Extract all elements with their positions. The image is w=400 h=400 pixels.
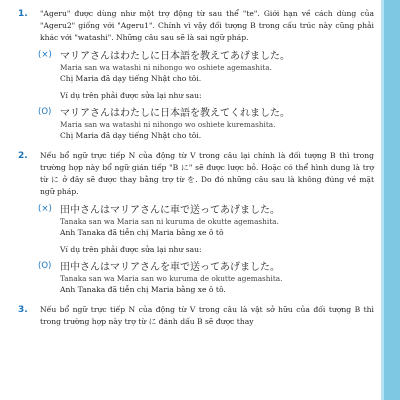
- rule-item-1: [14, 8, 374, 44]
- example-japanese: マリアさんはわたしに日本語を教えてくれました。: [60, 108, 290, 119]
- example-japanese: 田中さんはマリアさんに車で送ってあげました。: [60, 205, 280, 216]
- item-number: 3.: [18, 305, 28, 315]
- incorrect-mark: (×): [38, 50, 52, 60]
- example-japanese: 田中さんはマリアさんを車で送ってあげました。: [60, 262, 280, 273]
- example-translation: Chị Maria đã dạy tiếng Nhật cho tôi.: [60, 74, 202, 83]
- page-side-band: [384, 0, 400, 400]
- document-page: [14, 8, 374, 328]
- rule-item-2: [14, 150, 374, 198]
- example-romaji: Tanaka san wa Maria san wo kuruma de okutte agemashita.: [60, 274, 283, 283]
- example-translation: Anh Tanaka đã tiễn chị Maria bằng xe ô tô: [60, 228, 224, 237]
- example-incorrect: [14, 204, 374, 238]
- example-translation: Anh Tanaka đã tiễn chị Maria bằng xe ô tô.: [60, 285, 226, 294]
- correct-mark: (O): [38, 107, 52, 117]
- example-incorrect: [14, 50, 374, 84]
- incorrect-mark: (×): [38, 204, 52, 214]
- item-text: Nếu bổ ngữ trực tiếp N của động từ V trong câu là vật sở hữu của đối tượng B thì trong trường hợp này trợ từ に đánh dấu B sẽ được thay: [40, 305, 374, 326]
- item-text: "Ageru" được dùng như một trợ động từ sau thể "te". Giới hạn về cách dùng của "Ageru2" giống với "Ageru1". Chính vì vậy đối tượng B trong cấu trúc này cũng phải khác với "watashi". Những câu sau sẽ là sai ngữ pháp.: [40, 9, 374, 42]
- example-japanese: マリアさんはわたしに日本語を教えてあげました。: [60, 51, 290, 62]
- correct-mark: (O): [38, 261, 52, 271]
- example-correct: [14, 107, 374, 141]
- example-correct: [14, 261, 374, 295]
- item-number: 2.: [18, 151, 28, 161]
- example-translation: Chị Maria đã dạy tiếng Nhật cho tôi.: [60, 131, 202, 140]
- item-text: Nếu bổ ngữ trực tiếp N của động từ V trong câu lại chính là đối tượng B thì trong trường hợp này bổ ngữ gián tiếp "B に" sẽ được lược bỏ. Hoặc có thể hình dung là trợ từ に ở đây sẽ được thay bằng trợ từ を. Do đó những câu sau là không đúng về mặt ngữ pháp.: [40, 151, 374, 196]
- example-romaji: Maria san wa watashi ni nihongo wo oshiete agemashita.: [60, 63, 272, 72]
- correction-note: Ví dụ trên phải được sửa lại như sau:: [60, 91, 202, 100]
- example-romaji: Maria san wa watashi ni nihongo wo oshiete kuremashita.: [60, 120, 276, 129]
- correction-note: Ví dụ trên phải được sửa lại như sau:: [60, 245, 202, 254]
- item-number: 1.: [18, 9, 28, 19]
- rule-item-3: [14, 304, 374, 328]
- example-romaji: Tanaka san wa Maria san ni kuruma de okutte agemashita.: [60, 217, 279, 226]
